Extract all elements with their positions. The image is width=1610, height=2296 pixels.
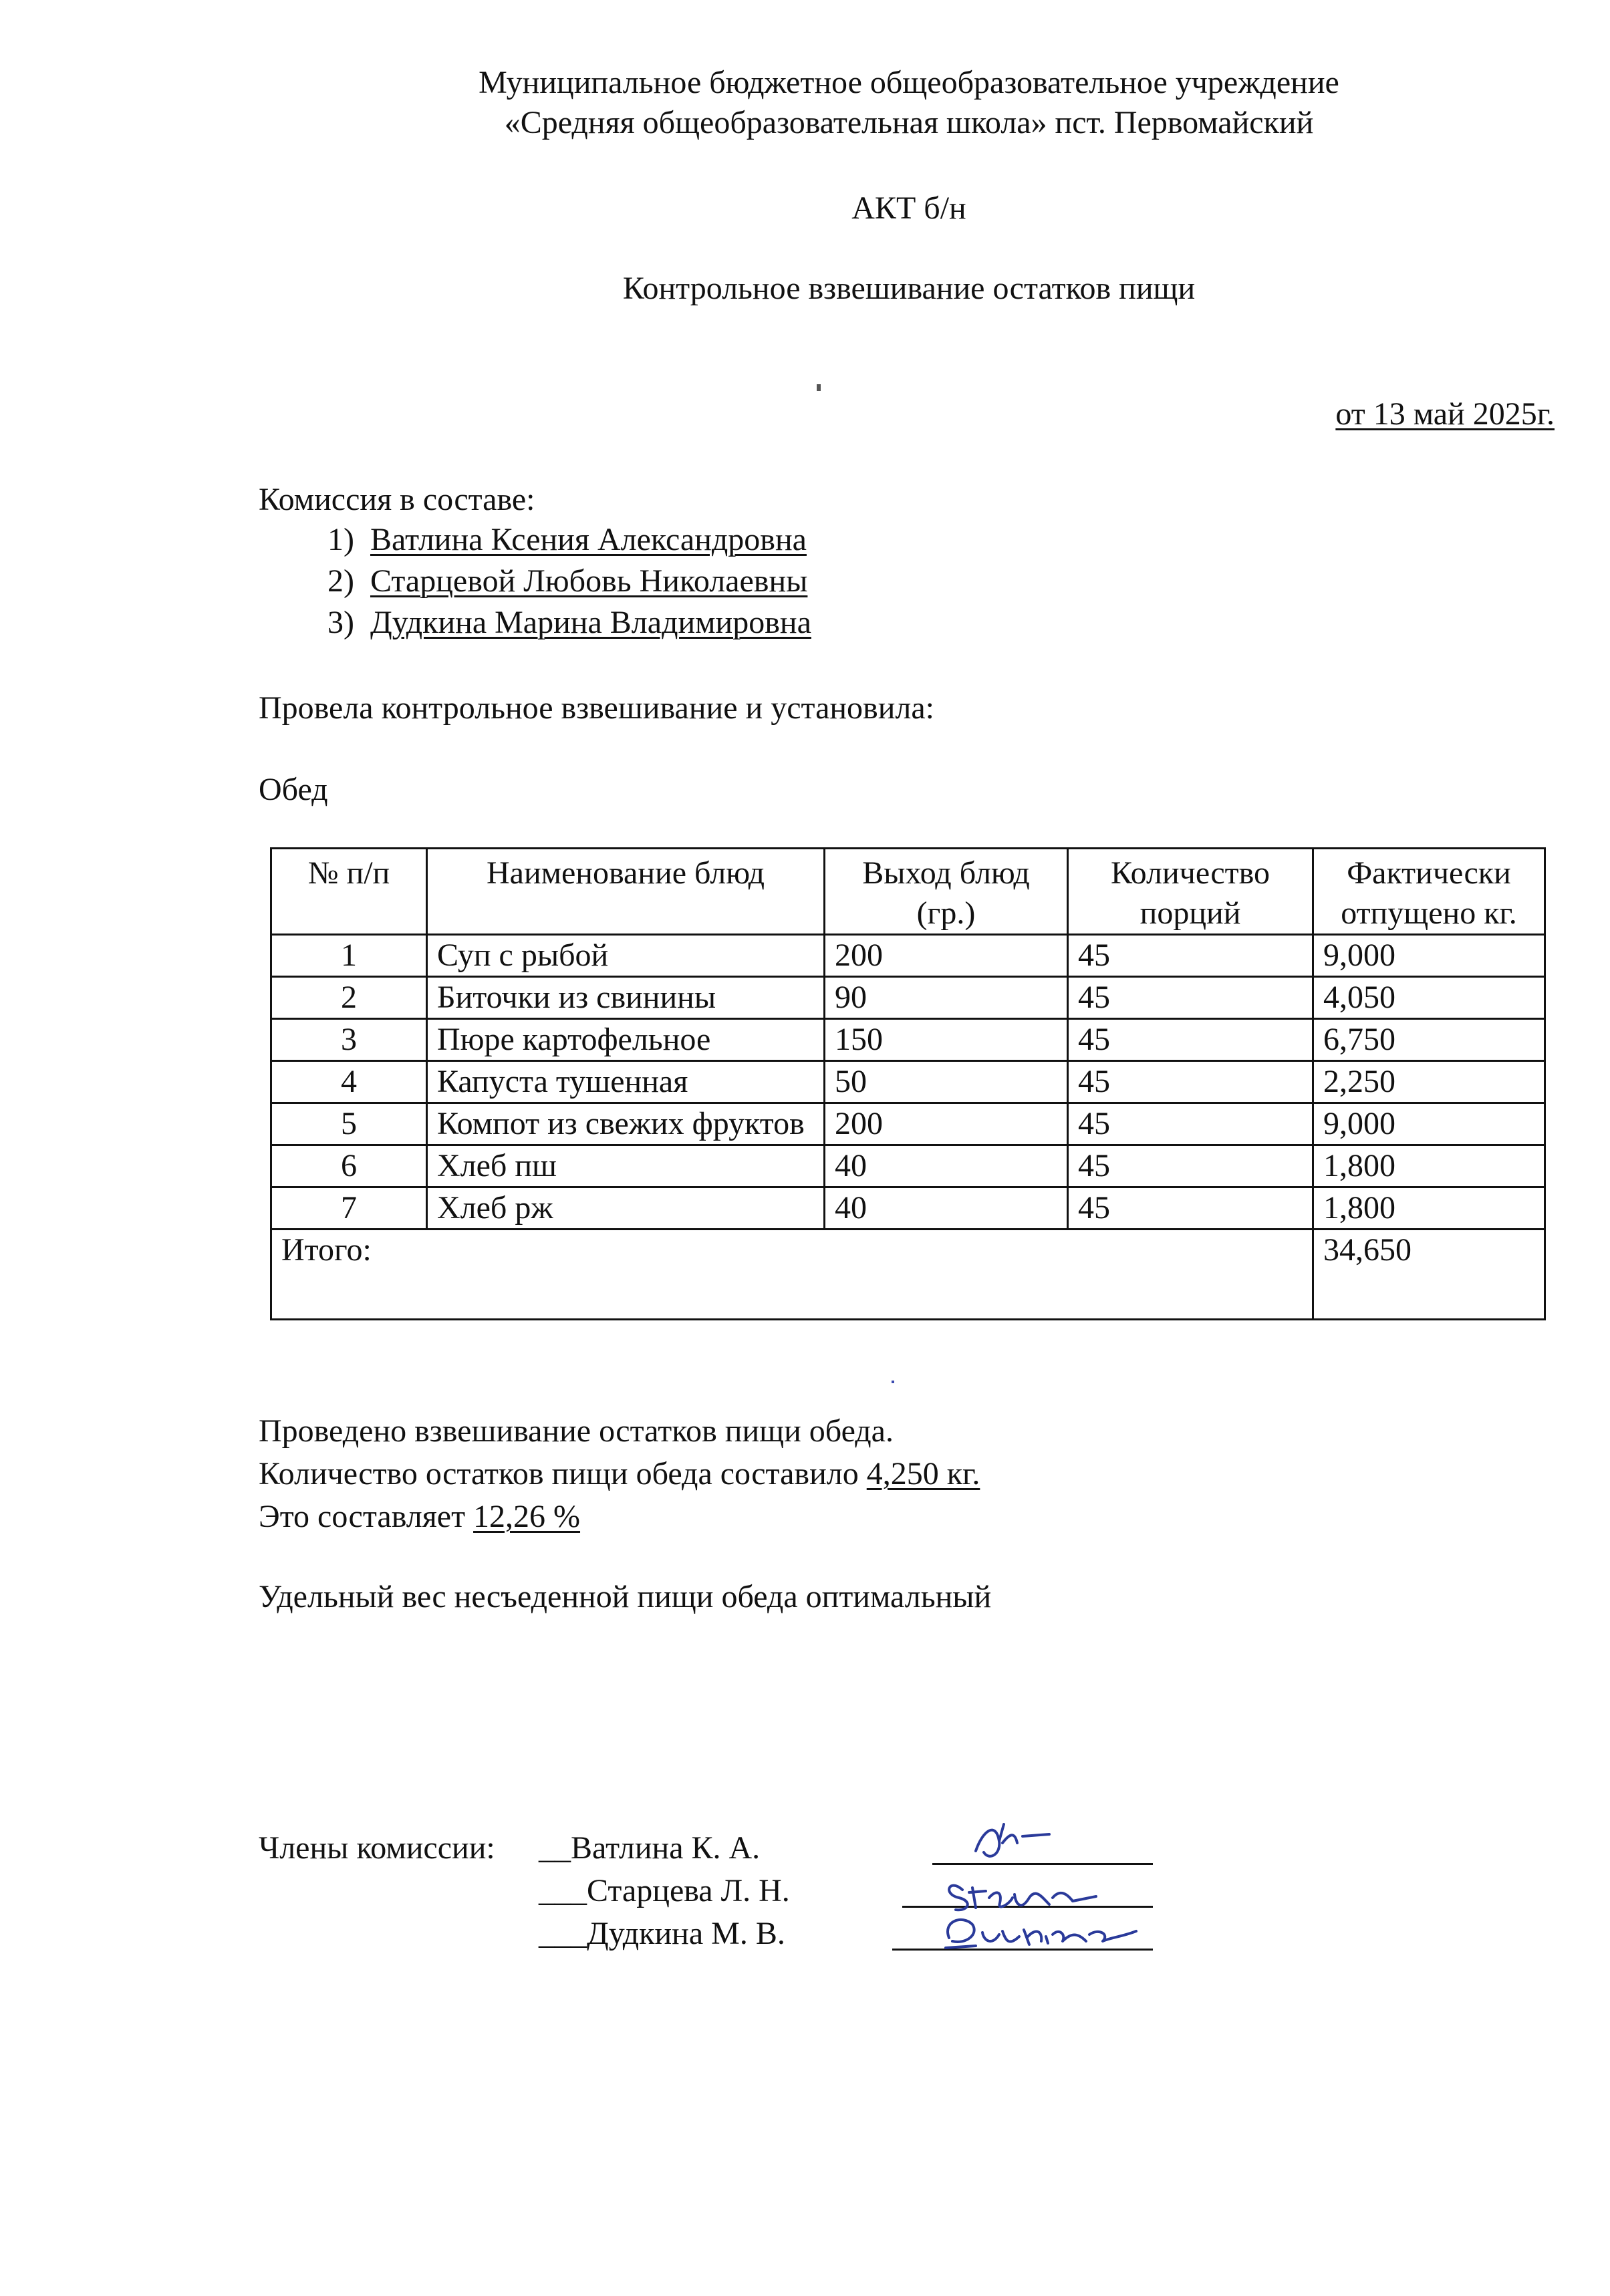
handwritten-signatures <box>936 1804 1150 1965</box>
cell-number: 2 <box>271 977 427 1019</box>
summary-line3-text: Это составляет <box>259 1499 474 1534</box>
cell-number: 1 <box>271 935 427 977</box>
table-row <box>271 1103 1545 1145</box>
table-row <box>271 935 1545 977</box>
cell-yield: 200 <box>825 935 1068 977</box>
total-value: 34,650 <box>1313 1230 1545 1320</box>
cell-actual: 9,000 <box>1313 1103 1545 1145</box>
summary-line2 <box>259 1454 980 1494</box>
member-name: Старцевой Любовь Николаевны <box>370 563 808 599</box>
table-row <box>271 1019 1545 1061</box>
document-date: от 13 май 2025г. <box>1335 396 1555 432</box>
signatory-row <box>539 1871 790 1911</box>
cell-portions: 45 <box>1068 1103 1313 1145</box>
commission-member <box>327 520 807 560</box>
cell-dish: Компот из свежих фруктов <box>427 1103 825 1145</box>
cell-dish: Хлеб пш <box>427 1145 825 1187</box>
cell-yield: 150 <box>825 1019 1068 1061</box>
scan-speck <box>817 384 821 391</box>
signature-dudkina <box>946 1920 1136 1948</box>
cell-yield: 40 <box>825 1145 1068 1187</box>
leftover-weight: 4,250 кг. <box>866 1456 980 1491</box>
org-name-line1: Муниципальное бюджетное общеобразовательное учреждение <box>479 65 1339 100</box>
member-number: 1) <box>327 522 354 557</box>
signatory-underscore: __ <box>539 1830 571 1866</box>
column-header-yield: Выход блюд (гр.) <box>825 849 1068 935</box>
cell-number: 7 <box>271 1187 427 1230</box>
signatory-name: Ватлина К. А. <box>571 1830 761 1866</box>
cell-dish: Хлеб рж <box>427 1187 825 1230</box>
commission-member <box>327 603 811 643</box>
cell-portions: 45 <box>1068 1187 1313 1230</box>
weighing-table <box>270 847 1546 1320</box>
cell-portions: 45 <box>1068 935 1313 977</box>
table-row <box>271 1187 1545 1230</box>
member-number: 3) <box>327 605 354 640</box>
cell-dish: Пюре картофельное <box>427 1019 825 1061</box>
cell-actual: 6,750 <box>1313 1019 1545 1061</box>
summary-line3 <box>259 1497 580 1537</box>
cell-actual: 2,250 <box>1313 1061 1545 1103</box>
conclusion-text: Удельный вес несъеденной пищи обеда оптимальный <box>259 1579 992 1614</box>
cell-actual: 4,050 <box>1313 977 1545 1019</box>
act-title: АКТ б/н <box>851 190 966 226</box>
column-header-actual: Фактически отпущено кг. <box>1313 849 1545 935</box>
intro-text: Провела контрольное взвешивание и установила: <box>259 690 934 726</box>
cell-portions: 45 <box>1068 1145 1313 1187</box>
signatory-row <box>539 1828 760 1868</box>
cell-number: 4 <box>271 1061 427 1103</box>
cell-number: 6 <box>271 1145 427 1187</box>
table-row <box>271 1061 1545 1103</box>
document-subtitle: Контрольное взвешивание остатков пищи <box>622 271 1196 306</box>
signatory-underscore: ___ <box>539 1916 587 1951</box>
scan-speck <box>892 1381 894 1383</box>
member-name: Ватлина Ксения Александровна <box>370 522 807 557</box>
summary-line1: Проведено взвешивание остатков пищи обеда. <box>259 1413 894 1449</box>
signatory-name: Дудкина М. В. <box>587 1916 785 1951</box>
signatures-label: Члены комиссии: <box>259 1830 495 1866</box>
cell-dish: Капуста тушенная <box>427 1061 825 1103</box>
leftover-percent: 12,26 % <box>473 1499 581 1534</box>
member-number: 2) <box>327 563 354 599</box>
signature-startseva <box>949 1886 1096 1910</box>
signature-vatlina <box>976 1824 1049 1856</box>
total-label: Итого: <box>271 1230 1313 1320</box>
commission-member <box>327 561 807 601</box>
table-row <box>271 977 1545 1019</box>
cell-actual: 9,000 <box>1313 935 1545 977</box>
member-name: Дудкина Марина Владимировна <box>370 605 811 640</box>
table-row <box>271 1145 1545 1187</box>
cell-yield: 50 <box>825 1061 1068 1103</box>
cell-dish: Суп с рыбой <box>427 935 825 977</box>
column-header-dish: Наименование блюд <box>427 849 825 935</box>
column-header-portions: Количество порций <box>1068 849 1313 935</box>
cell-actual: 1,800 <box>1313 1187 1545 1230</box>
summary-line2-text: Количество остатков пищи обеда составило <box>259 1456 867 1491</box>
cell-number: 5 <box>271 1103 427 1145</box>
cell-yield: 90 <box>825 977 1068 1019</box>
meal-label: Обед <box>259 772 328 807</box>
signatory-row <box>539 1914 785 1954</box>
cell-yield: 200 <box>825 1103 1068 1145</box>
cell-number: 3 <box>271 1019 427 1061</box>
cell-yield: 40 <box>825 1187 1068 1230</box>
commission-label: Комиссия в составе: <box>259 482 535 517</box>
cell-dish: Биточки из свинины <box>427 977 825 1019</box>
cell-portions: 45 <box>1068 977 1313 1019</box>
table-total-row <box>271 1230 1545 1320</box>
table-header-row <box>271 849 1545 935</box>
signatory-underscore: ___ <box>539 1873 587 1908</box>
cell-portions: 45 <box>1068 1061 1313 1103</box>
signatory-name: Старцева Л. Н. <box>587 1873 790 1908</box>
org-name-line2: «Средняя общеобразовательная школа» пст. Первомайский <box>504 105 1314 140</box>
column-header-number: № п/п <box>271 849 427 935</box>
cell-actual: 1,800 <box>1313 1145 1545 1187</box>
cell-portions: 45 <box>1068 1019 1313 1061</box>
